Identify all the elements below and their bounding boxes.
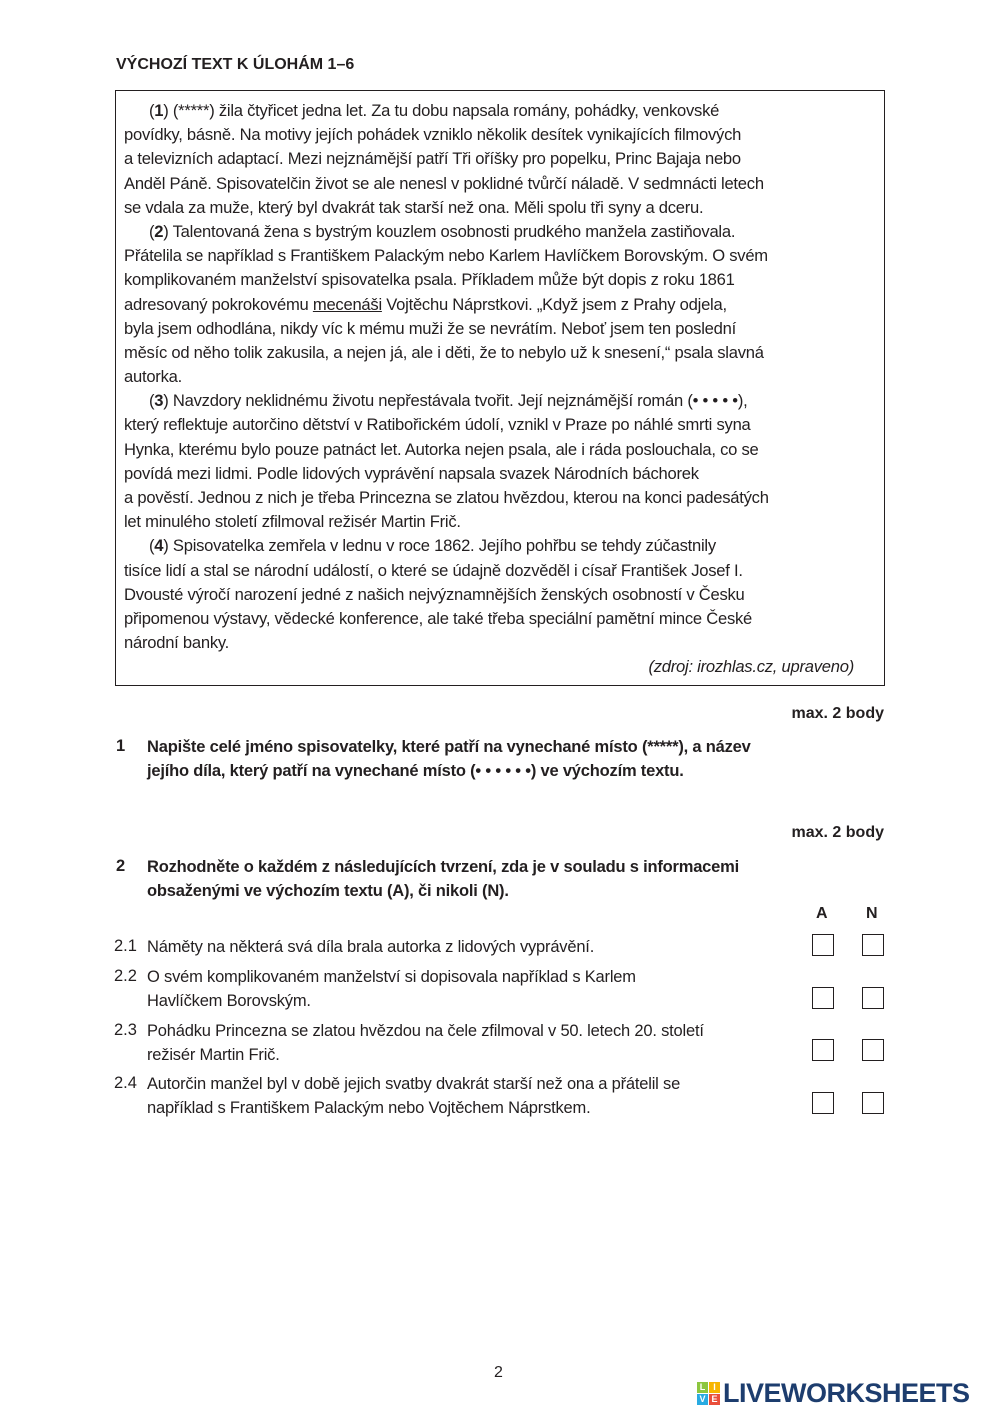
text-line [124,293,854,317]
text-line: Dvousté výročí narození jedné z našich nejvýznamnějších ženských osobností v Česku [124,584,745,604]
text-line: Autorčin manžel byl v době jejich svatby dvakrát starší než ona a přátelil se [147,1075,681,1093]
checkbox-2-2-n[interactable] [862,987,884,1009]
paragraph-2: (2) Talentovaná žena s bystrým kouzlem osobnosti prudkého manžela zastiňovala. [149,221,736,241]
text-line: povídky, básně. Na motivy jejích pohádek vzniklo několik desítek vynikajících filmových [124,125,742,145]
logo-tile: I [709,1382,720,1393]
text-line: komplikovaném manželství spisovatelka psala. Příkladem může být dopis z roku 1861 [124,270,735,290]
checkbox-2-1-a[interactable] [812,934,834,956]
text-line: se vdala za muže, který byl dvakrát tak starší než ona. Měli spolu tři syny a dceru. [124,197,704,217]
text-line: Havlíčkem Borovským. [147,992,311,1010]
source-citation: (zdroj: irozhlas.cz, upraveno) [648,657,854,677]
text-line: a pověstí. Jednou z nich je třeba Princezna se zlatou hvězdou, kterou na konci padesátých [124,488,769,507]
text-line: a televizních adaptací. Mezi nejznámější patří Tři oříšky pro popelku, Princ Bajaja nebo [124,149,741,169]
checkbox-2-4-n[interactable] [862,1092,884,1114]
logo-tile: V [697,1394,708,1405]
paragraph-3: (3) Navzdory neklidnému životu nepřestávala tvořit. Její nejznámější román (• • • • •), [149,391,748,411]
q1-max-points: max. 2 body [791,705,884,722]
q2-number: 2 [116,857,126,875]
text-segment: Vojtěchu Náprstkovi. „Když jsem z Prahy odjela, [381,294,727,314]
text-line: ) Navzdory neklidnému životu nepřestávala tvořit. Její nejznámější román (• • • • •), [163,391,748,411]
text-line: Pohádku Princezna se zlatou hvězdou na čele zfilmoval v 50. letech 20. století [147,1022,704,1040]
paragraph-1: (1) (*****) žila čtyřicet jedna let. Za tu dobu napsala romány, pohádky, venkovské [149,101,720,120]
text-line: O svém komplikovaném manželství si dopisovala například s Karlem [147,968,636,986]
text-line: ) Talentovaná žena s bystrým kouzlem osobnosti prudkého manžela zastiňovala. [163,221,736,241]
text-line: ) Spisovatelka zemřela v lednu v roce 1862. Jejího pohřbu se tehdy zúčastnily [163,536,716,556]
text-line: obsaženými ve výchozím textu (A), či nikoli (N). [147,882,509,900]
section-heading: VÝCHOZÍ TEXT K ÚLOHÁM 1–6 [116,56,355,73]
liveworksheets-logo [697,1378,970,1409]
text-line: Náměty na některá svá díla brala autorka z lidových vyprávění. [147,938,595,956]
text-line: národní banky. [124,633,230,653]
underlined-word: mecenáši [312,294,382,314]
text-line: ) (*****) žila čtyřicet jedna let. Za tu dobu napsala romány, pohádky, venkovské [163,101,720,120]
text-line: Přátelila se například s Františkem Palackým nebo Karlem Havlíčkem Borovským. O svém [124,246,768,266]
item-number: 2.2 [114,967,137,985]
text-line: Anděl Páně. Spisovatelčin život se ale nenesl v poklidné tvůrčí náladě. V sedmnácti letech [124,173,764,193]
source-text-box [115,90,885,686]
text-line: připomenou výstavy, vědecké konference, ale také třeba speciální pamětní mince České [124,608,753,628]
column-a-header: A [816,905,828,922]
text-line: který reflektuje autorčino dětství v Ratibořickém údolí, vznikl v Praze po náhlé smrti syna [124,415,751,435]
checkbox-2-3-n[interactable] [862,1039,884,1061]
statement-2-1 [147,935,797,959]
text-line: Hynka, kterému bylo pouze patnáct let. Autorka nejen psala, ale i ráda poslouchala, co se [124,439,759,459]
item-number: 2.1 [114,937,137,955]
logo-tile: E [709,1394,720,1405]
text-line: tisíce lidí a stal se národní událostí, o které se údajně dozvěděl i císař František Josef I. [124,560,743,580]
paragraph-number: 2 [154,221,164,241]
checkbox-2-1-n[interactable] [862,934,884,956]
text-segment: adresovaný pokrokovému [124,294,313,314]
paragraph-number: 3 [154,391,164,411]
q1-text [147,735,867,783]
q2-text [147,855,867,903]
checkbox-2-3-a[interactable] [812,1039,834,1061]
text-line: Napište celé jméno spisovatelky, které patří na vynechané místo (*****), a název [147,738,751,756]
statement-2-3 [147,1019,797,1067]
text-line: režisér Martin Frič. [147,1046,280,1064]
text-line: byla jsem odhodlána, nikdy víc k mému muži že se nevrátím. Neboť jsem ten poslední [124,318,736,338]
logo-tile: L [697,1382,708,1393]
text-line: jejího díla, který patří na vynechané místo (• • • • • •) ve výchozím textu. [147,762,684,780]
paragraph-number: 4 [154,536,164,556]
column-n-header: N [866,905,878,922]
text-line: Rozhodněte o každém z následujících tvrzení, zda je v souladu s informacemi [147,858,739,876]
text-line: měsíc od něho tolik zakusila, a nejen já, ale i děti, že to nebylo už k snesení,“ psala slavná [124,342,764,362]
text-line: například s Františkem Palackým nebo Vojtěchem Náprstkem. [147,1099,591,1117]
text-line: povídá mezi lidmi. Podle lidových vyprávění napsala svazek Národních báchorek [124,463,699,483]
q1-number: 1 [116,737,126,755]
logo-wordmark: LIVEWORKSHEETS [723,1378,970,1408]
logo-tiles-icon [697,1382,720,1405]
item-number: 2.4 [114,1074,137,1092]
statement-2-4 [147,1072,797,1120]
paragraph-number: 1 [154,101,164,120]
statement-2-2 [147,965,797,1013]
item-number: 2.3 [114,1021,137,1039]
paragraph-4: (4) Spisovatelka zemřela v lednu v roce 1862. Jejího pohřbu se tehdy zúčastnily [149,536,716,556]
text-line: let minulého století zfilmoval režisér Martin Frič. [124,512,461,532]
checkbox-2-4-a[interactable] [812,1092,834,1114]
page-number: 2 [494,1364,503,1381]
text-line: autorka. [124,367,182,387]
checkbox-2-2-a[interactable] [812,987,834,1009]
q2-max-points: max. 2 body [791,824,884,841]
